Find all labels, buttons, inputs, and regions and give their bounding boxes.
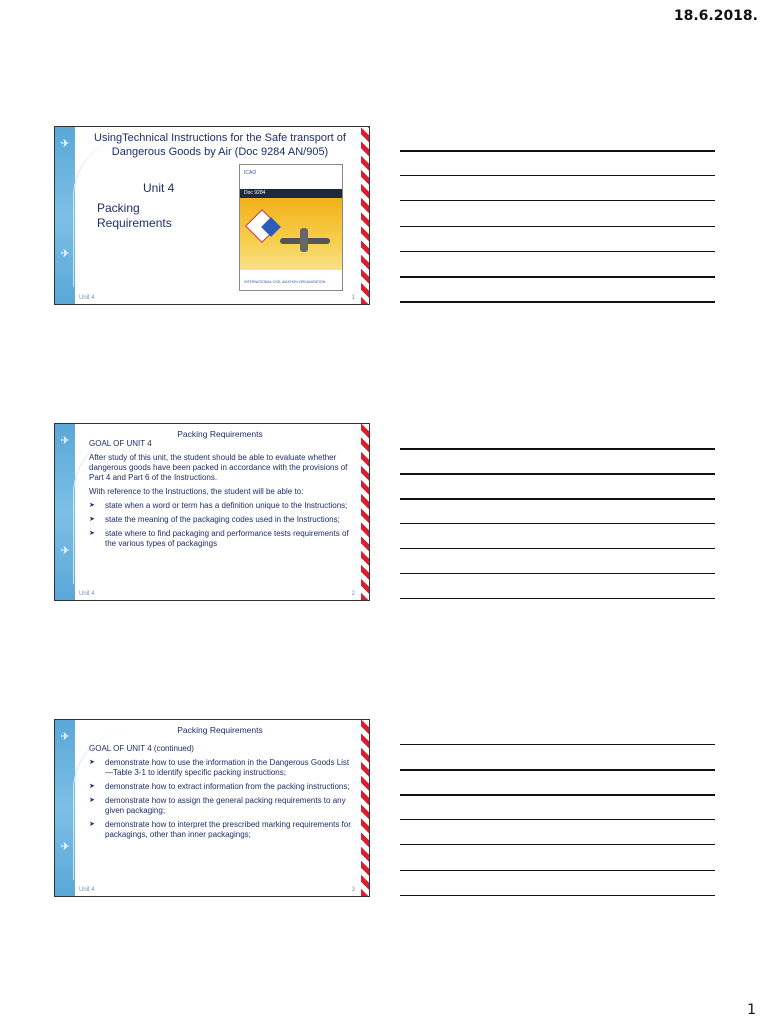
slide-number: 3 bbox=[351, 887, 355, 893]
slide-1 bbox=[54, 126, 370, 305]
note-line bbox=[400, 150, 715, 152]
note-line bbox=[400, 598, 715, 599]
note-line bbox=[400, 175, 715, 176]
bullet-list bbox=[89, 501, 351, 549]
list-item: ➤ state when a word or term has a definition unique to the Instructions; bbox=[89, 501, 351, 511]
slide-body bbox=[89, 744, 351, 844]
goal-heading: GOAL OF UNIT 4 bbox=[89, 439, 152, 448]
hazard-stripe bbox=[361, 720, 369, 896]
slide-title: Packing Requirements bbox=[177, 429, 263, 439]
airplane-icon: ✈ bbox=[60, 248, 70, 260]
cover-photo bbox=[240, 198, 342, 270]
cover-doc-number: Doc 9284 bbox=[240, 189, 342, 198]
slide-side-strip bbox=[55, 424, 75, 600]
airplane-body-shape bbox=[300, 228, 308, 252]
slide-number: 2 bbox=[351, 591, 355, 597]
airplane-icon: ✈ bbox=[60, 435, 70, 447]
note-line bbox=[400, 301, 715, 303]
list-item: ➤ state the meaning of the packaging codes used in the Instructions; bbox=[89, 515, 351, 525]
note-line bbox=[400, 573, 715, 574]
note-line bbox=[400, 251, 715, 252]
list-item: ➤ demonstrate how to extract information from the packing instructions; bbox=[89, 782, 351, 792]
airplane-icon: ✈ bbox=[60, 841, 70, 853]
list-item: ➤ demonstrate how to assign the general packing requirements to any given packaging; bbox=[89, 796, 351, 816]
paragraph: With reference to the Instructions, the student will be able to: bbox=[89, 487, 304, 496]
note-line bbox=[400, 498, 715, 500]
document-date: 18.6.2018. bbox=[673, 8, 758, 24]
slide-subtitle: Packing Requirements bbox=[97, 201, 172, 230]
slide-2 bbox=[54, 423, 370, 601]
hazard-stripe bbox=[361, 127, 369, 304]
airplane-icon: ✈ bbox=[60, 731, 70, 743]
goal-heading: GOAL OF UNIT 4 (continued) bbox=[89, 744, 194, 753]
slide-number: 1 bbox=[351, 295, 355, 301]
slide-title: UsingTechnical Instructions for the Safe transport of Dangerous Goods by Air (Doc 9284 AN/905) bbox=[94, 132, 346, 158]
note-line bbox=[400, 769, 715, 771]
slide-footer: Unit 4 bbox=[79, 887, 95, 893]
note-line bbox=[400, 548, 715, 549]
note-line bbox=[400, 523, 715, 524]
note-line bbox=[400, 448, 715, 450]
slide-body bbox=[89, 439, 351, 553]
note-line bbox=[400, 794, 715, 796]
unit-label: Unit 4 bbox=[143, 181, 175, 195]
airplane-icon: ✈ bbox=[60, 138, 70, 150]
note-line bbox=[400, 819, 715, 820]
note-line bbox=[400, 895, 715, 896]
page-number: 1 bbox=[747, 1002, 756, 1018]
slide-title: Packing Requirements bbox=[177, 725, 263, 735]
icao-logo: ICAO bbox=[244, 170, 257, 176]
slide-3 bbox=[54, 719, 370, 897]
bullet-list bbox=[89, 758, 351, 840]
slide-footer: Unit 4 bbox=[79, 591, 95, 597]
note-line bbox=[400, 473, 715, 475]
list-item: ➤ demonstrate how to interpret the prescribed marking requirements for packagings, other than inner packagings; bbox=[89, 820, 351, 840]
note-line bbox=[400, 226, 715, 227]
note-line bbox=[400, 200, 715, 201]
airplane-icon: ✈ bbox=[60, 545, 70, 557]
note-line bbox=[400, 870, 715, 871]
note-line bbox=[400, 744, 715, 745]
slide-side-strip bbox=[55, 720, 75, 896]
list-item: ➤ state where to find packaging and performance tests requirements of the various types of packagings bbox=[89, 529, 351, 549]
paragraph: After study of this unit, the student should be able to evaluate whether dangerous goods have been packed in accordance with the provisions of Part 4 and Part 6 of the Instructions. bbox=[89, 453, 348, 482]
note-line bbox=[400, 276, 715, 278]
slide-side-strip bbox=[55, 127, 75, 304]
note-line bbox=[400, 844, 715, 845]
list-item: ➤ demonstrate how to use the information in the Dangerous Goods List—Table 3-1 to identify specific packing instructions; bbox=[89, 758, 351, 778]
cover-footer: INTERNATIONAL CIVIL AVIATION ORGANIZATION bbox=[244, 280, 326, 284]
slide-footer: Unit 4 bbox=[79, 295, 95, 301]
doc-cover-image bbox=[239, 164, 343, 291]
hazard-stripe bbox=[361, 424, 369, 600]
